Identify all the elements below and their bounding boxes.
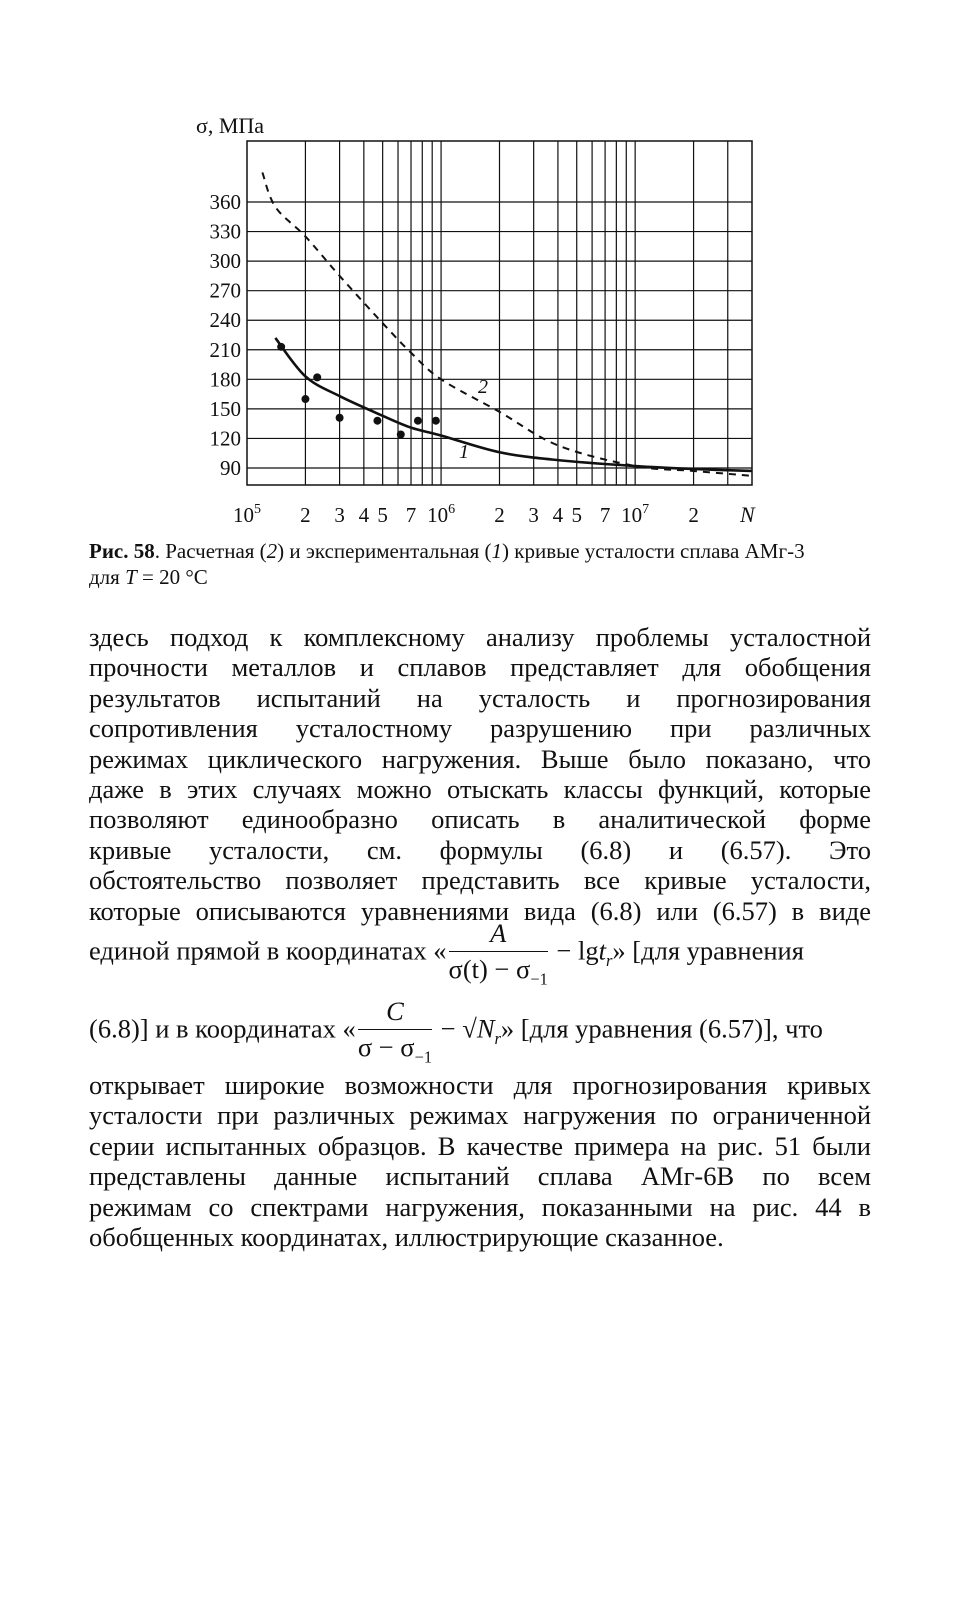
x-tick-labels	[233, 502, 699, 527]
x-tick-label: 5	[571, 503, 582, 527]
x-tick-label: 4	[552, 503, 564, 527]
subscript-r: r	[494, 1029, 501, 1049]
x-axis-label: N	[740, 502, 755, 527]
text-line: режимам со спектрами нагружения, показанными на рис. 44 в	[89, 1191, 871, 1222]
experimental-points	[277, 343, 440, 439]
text-line: результатов испытаний на усталость и прогнозирования	[89, 682, 871, 713]
x-tick-label: 4	[358, 503, 370, 527]
data-point	[336, 414, 344, 422]
text-segment: » [для уравнения (6.57)], что	[500, 1013, 823, 1044]
text-line: сопротивления усталостному разрушению при различных	[89, 713, 871, 744]
text-line: которые описываются уравнениями вида (6.8) или (6.57) в виде	[89, 895, 871, 926]
caption-curve-1: 1	[491, 539, 503, 563]
paragraph-2	[89, 1070, 871, 1252]
x-tick-label: $10^5$	[233, 502, 261, 527]
x-tick-label: 5	[377, 503, 388, 527]
data-point	[397, 431, 405, 439]
text-segment: − √	[434, 1013, 477, 1044]
x-tick-label: 3	[528, 503, 539, 527]
x-tick-label: 2	[300, 503, 311, 527]
text-line: позволяют единообразно описать в аналитической форме	[89, 804, 871, 835]
caption-text: ) и экспериментальная (	[277, 539, 492, 563]
fraction-c	[358, 996, 432, 1067]
data-point	[373, 417, 381, 425]
fraction-numerator: A	[449, 918, 548, 952]
x-tick-label: 2	[494, 503, 505, 527]
fatigue-curve-chart	[0, 0, 978, 540]
caption-curve-2: 2	[266, 539, 278, 563]
text-segment: − lg	[549, 935, 599, 966]
data-point	[277, 343, 285, 351]
y-tick-label: 360	[209, 190, 241, 214]
caption-temperature-symbol: T	[125, 565, 137, 589]
x-tick-label: 7	[405, 503, 417, 527]
y-tick-label: 330	[209, 219, 241, 244]
figure-number: Рис. 58	[89, 539, 155, 563]
curve-1-label: 1	[459, 441, 469, 463]
y-tick-label: 120	[209, 426, 241, 451]
equation-line-1	[89, 918, 871, 988]
variable-t: t	[598, 935, 606, 966]
text-line: усталости при различных режимах нагружения по ограниченной	[89, 1100, 871, 1131]
chart-curves	[262, 172, 752, 475]
y-tick-label: 300	[209, 249, 241, 274]
y-tick-label: 180	[209, 367, 241, 392]
y-axis-label: σ, МПа	[196, 113, 265, 138]
y-tick-label: 240	[209, 308, 241, 333]
data-point	[313, 373, 321, 381]
paragraph-1	[89, 622, 871, 926]
fraction-a	[449, 918, 548, 989]
y-tick-label: 90	[220, 456, 241, 480]
y-tick-label: 150	[209, 396, 241, 421]
equation-line-2	[89, 996, 871, 1066]
x-tick-label: 7	[599, 503, 611, 527]
data-point	[432, 417, 440, 425]
data-point	[414, 417, 422, 425]
text-line: даже в этих случаях можно отыскать классы функций, которые	[89, 774, 871, 805]
denominator-subscript: −1	[414, 1047, 433, 1067]
chart-grid	[247, 141, 752, 485]
text-line: серии испытанных образцов. В качестве примера на рис. 51 были	[89, 1130, 871, 1161]
x-tick-label: $10^6$	[427, 502, 456, 527]
fraction-denominator	[358, 1030, 432, 1067]
text-line: режимах циклического нагружения. Выше было показано, что	[89, 743, 871, 774]
text-segment: » [для уравнения	[612, 935, 804, 966]
caption-text: = 20 °C	[136, 565, 208, 589]
text-line: здесь подход к комплексному анализу проблемы усталостной	[89, 622, 871, 652]
text-line: обстоятельство позволяет представить все кривые усталости,	[89, 865, 871, 896]
text-line: кривые усталости, см. формулы (6.8) и (6.57). Это	[89, 834, 871, 865]
curve-2-line	[262, 172, 752, 475]
text-line: представлены данные испытаний сплава АМг-6В по всем	[89, 1161, 871, 1192]
fraction-denominator	[449, 952, 548, 989]
text-line: открывает широкие возможности для прогнозирования кривых	[89, 1070, 871, 1100]
text-line: прочности металлов и сплавов представляет для обобщения	[89, 652, 871, 683]
caption-text: . Расчетная (	[154, 539, 267, 563]
subscript-r: r	[606, 951, 613, 971]
y-tick-label: 210	[209, 337, 241, 362]
x-tick-label: 2	[688, 503, 699, 527]
fraction-numerator: C	[358, 996, 432, 1030]
caption-text: ) кривые усталости сплава АМг-3	[502, 539, 805, 563]
data-point	[301, 395, 309, 403]
caption-text: для	[89, 565, 126, 589]
curve-1-line	[275, 338, 752, 471]
x-tick-label: $10^7$	[621, 502, 650, 527]
x-tick-label: 3	[334, 503, 345, 527]
y-tick-labels	[210, 190, 242, 480]
denominator-subscript: −1	[530, 969, 548, 989]
text-line: обобщенных координатах, иллюстрирующие сказанное.	[89, 1222, 724, 1253]
text-segment: (6.8)] и в координатах «	[89, 1013, 356, 1044]
y-tick-label: 270	[209, 278, 241, 303]
denominator-text: σ(t) − σ	[448, 954, 531, 984]
denominator-text: σ − σ	[357, 1032, 415, 1062]
variable-n: N	[476, 1013, 495, 1044]
curve-2-label: 2	[478, 376, 488, 398]
text-segment: единой прямой в координатах «	[89, 935, 447, 966]
figure-caption	[89, 538, 879, 590]
